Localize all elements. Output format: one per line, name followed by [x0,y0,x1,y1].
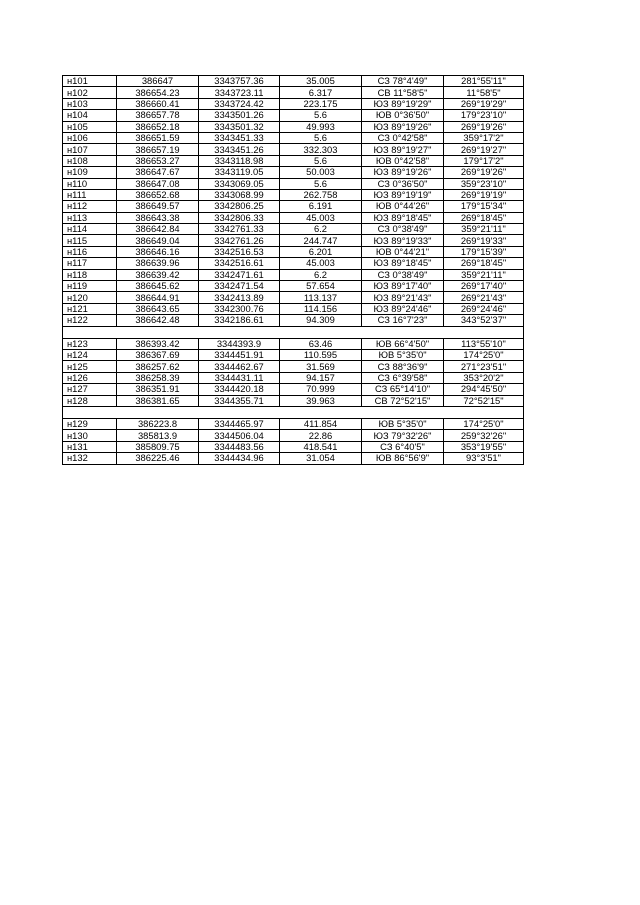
cell-y: 3342300.76 [199,303,280,314]
cell-distance: 113.137 [280,292,362,303]
cell-point: н129 [63,418,117,429]
table-row [63,246,524,257]
cell-rhumb: ЮВ 0°44'21" [362,246,444,257]
cell-point: н111 [63,189,117,200]
cell-azimuth: 269°24'46" [444,303,524,314]
cell-x: 386367.69 [117,349,199,360]
cell-x: 386639.42 [117,269,199,280]
table-row [63,178,524,189]
cell-x: 386639.96 [117,258,199,269]
cell-azimuth: 269°19'29" [444,98,524,109]
table-row [63,418,524,429]
cell-y: 3343069.05 [199,178,280,189]
cell-distance: 31.569 [280,361,362,372]
cell-rhumb: ЮВ 5°35'0" [362,418,444,429]
cell-point: н117 [63,258,117,269]
cell-point: н125 [63,361,117,372]
cell-point: н109 [63,167,117,178]
cell-point: н126 [63,372,117,383]
group-separator-cell [63,406,524,418]
cell-y: 3342471.54 [199,281,280,292]
cell-x: 386257.62 [117,361,199,372]
cell-y: 3342471.61 [199,269,280,280]
cell-distance: 49.993 [280,121,362,132]
cell-rhumb: ЮЗ 89°19'33" [362,235,444,246]
cell-azimuth: 269°18'45" [444,212,524,223]
cell-point: н108 [63,155,117,166]
cell-y: 3343757.36 [199,76,280,87]
table-row [63,430,524,441]
cell-y: 3343119.05 [199,167,280,178]
table-row [63,212,524,223]
cell-rhumb: ЮВ 86°56'9" [362,453,444,464]
table-row [63,395,524,406]
cell-point: н114 [63,224,117,235]
cell-y: 3344462.67 [199,361,280,372]
cell-rhumb: ЮЗ 89°19'26" [362,121,444,132]
cell-rhumb: СЗ 0°42'58" [362,132,444,143]
cell-azimuth: 93°3'51" [444,453,524,464]
cell-distance: 262.758 [280,189,362,200]
cell-distance: 31.054 [280,453,362,464]
table-row [63,269,524,280]
cell-rhumb: ЮЗ 89°21'43" [362,292,444,303]
cell-distance: 63.46 [280,338,362,349]
cell-distance: 5.6 [280,178,362,189]
cell-distance: 50.003 [280,167,362,178]
cell-x: 386657.78 [117,110,199,121]
table-row [63,167,524,178]
cell-rhumb: ЮВ 0°44'26" [362,201,444,212]
table-row [63,372,524,383]
cell-distance: 70.999 [280,384,362,395]
cell-y: 3344465.97 [199,418,280,429]
cell-x: 386654.23 [117,87,199,98]
cell-point: н102 [63,87,117,98]
cell-x: 386652.68 [117,189,199,200]
table-row [63,224,524,235]
group-separator-row [63,406,524,418]
cell-point: н103 [63,98,117,109]
table-row [63,303,524,314]
cell-distance: 57.654 [280,281,362,292]
group-separator-cell [63,326,524,338]
cell-rhumb: СЗ 16°7'23" [362,315,444,326]
cell-point: н110 [63,178,117,189]
cell-azimuth: 271°23'51" [444,361,524,372]
cell-rhumb: ЮВ 66°4'50" [362,338,444,349]
cell-x: 386652.18 [117,121,199,132]
cell-azimuth: 269°17'40" [444,281,524,292]
cell-x: 386646.16 [117,246,199,257]
cell-y: 3344420.18 [199,384,280,395]
cell-y: 3343723.11 [199,87,280,98]
cell-y: 3343501.32 [199,121,280,132]
cell-y: 3344483.56 [199,441,280,452]
cell-rhumb: СЗ 6°39'58" [362,372,444,383]
table-row [63,384,524,395]
cell-x: 386645.62 [117,281,199,292]
cell-point: н130 [63,430,117,441]
cell-azimuth: 359°21'11" [444,224,524,235]
table-row [63,87,524,98]
cell-point: н124 [63,349,117,360]
cell-x: 386660.41 [117,98,199,109]
cell-azimuth: 353°19'55" [444,441,524,452]
table-row [63,453,524,464]
cell-point: н101 [63,76,117,87]
cell-y: 3342806.25 [199,201,280,212]
cell-distance: 114.156 [280,303,362,314]
cell-rhumb: ЮЗ 89°17'40" [362,281,444,292]
cell-distance: 110.595 [280,349,362,360]
cell-x: 385809.75 [117,441,199,452]
cell-y: 3344393.9 [199,338,280,349]
cell-rhumb: СЗ 88°36'9" [362,361,444,372]
cell-x: 386649.57 [117,201,199,212]
cell-azimuth: 269°19'26" [444,167,524,178]
cell-azimuth: 269°19'33" [444,235,524,246]
cell-y: 3344355.71 [199,395,280,406]
cell-azimuth: 269°19'26" [444,121,524,132]
table-row [63,315,524,326]
table-row [63,201,524,212]
cell-x: 386643.65 [117,303,199,314]
cell-y: 3342186.61 [199,315,280,326]
table-row [63,258,524,269]
cell-y: 3344451.91 [199,349,280,360]
cell-point: н115 [63,235,117,246]
cell-rhumb: ЮЗ 79°32'26" [362,430,444,441]
cell-rhumb: СВ 11°58'5" [362,87,444,98]
cell-azimuth: 174°25'0" [444,349,524,360]
cell-azimuth: 179°15'39" [444,246,524,257]
cell-azimuth: 11°58'5" [444,87,524,98]
cell-point: н127 [63,384,117,395]
coordinates-table-body [63,76,524,465]
cell-point: н123 [63,338,117,349]
cell-x: 386647.67 [117,167,199,178]
cell-point: н105 [63,121,117,132]
cell-rhumb: ЮВ 0°36'50" [362,110,444,121]
cell-distance: 22.86 [280,430,362,441]
table-row [63,292,524,303]
cell-rhumb: СЗ 78°4'49" [362,76,444,87]
cell-y: 3342516.61 [199,258,280,269]
cell-x: 386644.91 [117,292,199,303]
cell-y: 3344431.11 [199,372,280,383]
cell-x: 386351.91 [117,384,199,395]
cell-y: 3343451.33 [199,132,280,143]
table-row [63,132,524,143]
cell-point: н113 [63,212,117,223]
cell-y: 3344434.96 [199,453,280,464]
cell-rhumb: ЮЗ 89°18'45" [362,212,444,223]
cell-x: 386643.38 [117,212,199,223]
cell-y: 3344506.04 [199,430,280,441]
cell-point: н132 [63,453,117,464]
cell-rhumb: ЮЗ 89°18'45" [362,258,444,269]
cell-rhumb: ЮВ 5°35'0" [362,349,444,360]
cell-distance: 411.854 [280,418,362,429]
cell-x: 386223.8 [117,418,199,429]
cell-azimuth: 359°23'10" [444,178,524,189]
cell-point: н116 [63,246,117,257]
cell-distance: 332.303 [280,144,362,155]
cell-distance: 45.003 [280,212,362,223]
cell-y: 3342761.33 [199,224,280,235]
cell-azimuth: 343°52'37" [444,315,524,326]
cell-distance: 6.201 [280,246,362,257]
coordinates-table [62,75,524,465]
cell-point: н128 [63,395,117,406]
cell-distance: 244.747 [280,235,362,246]
cell-rhumb: ЮВ 0°42'58" [362,155,444,166]
cell-y: 3342806.33 [199,212,280,223]
cell-distance: 39.963 [280,395,362,406]
cell-azimuth: 72°52'15" [444,395,524,406]
table-row [63,349,524,360]
cell-azimuth: 179°17'2" [444,155,524,166]
cell-distance: 6.2 [280,269,362,280]
cell-x: 386642.48 [117,315,199,326]
cell-azimuth: 269°18'45" [444,258,524,269]
cell-x: 386651.59 [117,132,199,143]
cell-azimuth: 179°23'10" [444,110,524,121]
table-row [63,281,524,292]
cell-x: 386642.84 [117,224,199,235]
cell-distance: 6.2 [280,224,362,235]
cell-y: 3343451.26 [199,144,280,155]
table-row [63,76,524,87]
cell-point: н120 [63,292,117,303]
cell-x: 386653.27 [117,155,199,166]
cell-x: 386381.65 [117,395,199,406]
cell-azimuth: 269°21'43" [444,292,524,303]
cell-x: 386258.39 [117,372,199,383]
cell-distance: 5.6 [280,132,362,143]
cell-rhumb: СЗ 0°38'49" [362,224,444,235]
cell-point: н106 [63,132,117,143]
group-separator-row [63,326,524,338]
cell-y: 3343724.42 [199,98,280,109]
cell-point: н107 [63,144,117,155]
cell-point: н104 [63,110,117,121]
table-row [63,338,524,349]
cell-rhumb: ЮЗ 89°24'46" [362,303,444,314]
cell-y: 3342413.89 [199,292,280,303]
cell-azimuth: 359°17'2" [444,132,524,143]
cell-y: 3343501.26 [199,110,280,121]
table-row [63,121,524,132]
table-row [63,110,524,121]
cell-point: н122 [63,315,117,326]
cell-distance: 45.003 [280,258,362,269]
cell-rhumb: СЗ 0°36'50" [362,178,444,189]
cell-rhumb: СЗ 6°40'5" [362,441,444,452]
cell-point: н119 [63,281,117,292]
cell-azimuth: 259°32'26" [444,430,524,441]
cell-x: 386657.19 [117,144,199,155]
cell-rhumb: ЮЗ 89°19'27" [362,144,444,155]
cell-distance: 6.191 [280,201,362,212]
cell-distance: 5.6 [280,155,362,166]
cell-distance: 5.6 [280,110,362,121]
cell-azimuth: 113°55'10" [444,338,524,349]
cell-distance: 6.317 [280,87,362,98]
cell-azimuth: 174°25'0" [444,418,524,429]
cell-azimuth: 269°19'27" [444,144,524,155]
cell-azimuth: 269°19'19" [444,189,524,200]
cell-distance: 94.157 [280,372,362,383]
cell-distance: 94.309 [280,315,362,326]
cell-azimuth: 294°45'50" [444,384,524,395]
table-row [63,441,524,452]
table-row [63,98,524,109]
cell-y: 3342761.26 [199,235,280,246]
cell-y: 3343068.99 [199,189,280,200]
cell-y: 3343118.98 [199,155,280,166]
table-row [63,144,524,155]
cell-azimuth: 179°15'34" [444,201,524,212]
table-row [63,235,524,246]
cell-x: 386225.46 [117,453,199,464]
cell-rhumb: СВ 72°52'15" [362,395,444,406]
cell-azimuth: 353°20'2" [444,372,524,383]
table-row [63,155,524,166]
cell-rhumb: ЮЗ 89°19'19" [362,189,444,200]
table-row [63,189,524,200]
cell-rhumb: СЗ 0°38'49" [362,269,444,280]
cell-x: 386393.42 [117,338,199,349]
cell-azimuth: 281°55'11" [444,76,524,87]
cell-distance: 223.175 [280,98,362,109]
cell-rhumb: ЮЗ 89°19'26" [362,167,444,178]
cell-azimuth: 359°21'11" [444,269,524,280]
cell-distance: 418.541 [280,441,362,452]
cell-rhumb: ЮЗ 89°19'29" [362,98,444,109]
cell-distance: 35.005 [280,76,362,87]
cell-point: н112 [63,201,117,212]
cell-x: 386647 [117,76,199,87]
cell-x: 386647.08 [117,178,199,189]
cell-point: н131 [63,441,117,452]
cell-x: 386649.04 [117,235,199,246]
cell-y: 3342516.53 [199,246,280,257]
cell-point: н118 [63,269,117,280]
cell-point: н121 [63,303,117,314]
table-row [63,361,524,372]
cell-x: 385813.9 [117,430,199,441]
cell-rhumb: СЗ 65°14'10" [362,384,444,395]
